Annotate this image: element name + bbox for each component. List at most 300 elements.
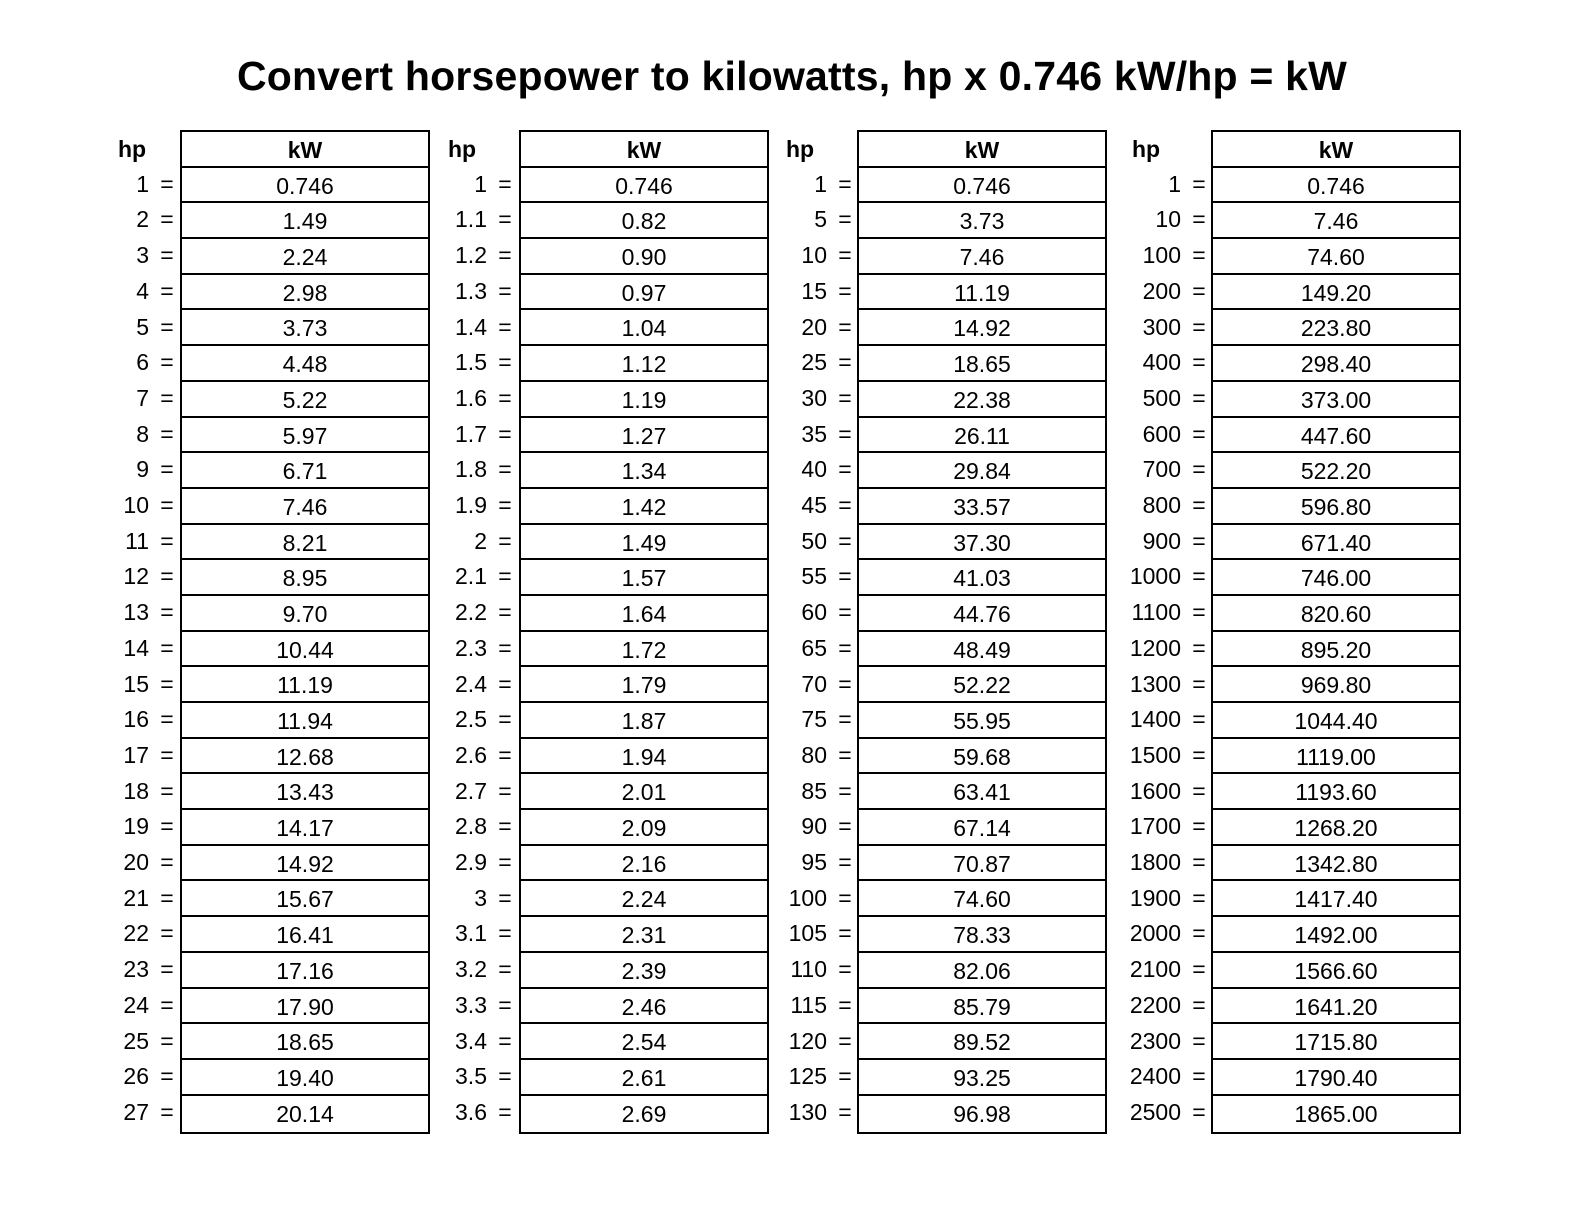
equals-sign: =: [838, 1027, 852, 1054]
kw-header: kW: [1213, 132, 1459, 168]
equals-sign: =: [498, 706, 512, 733]
equals-sign: =: [160, 349, 174, 376]
equals-sign: =: [1192, 527, 1206, 554]
equals-sign: =: [498, 920, 512, 947]
kw-value: 298.40: [1213, 346, 1459, 382]
kw-value: 9.70: [182, 596, 428, 632]
hp-value: 100: [1142, 242, 1181, 269]
hp-row: [446, 380, 516, 416]
equals-sign: =: [498, 420, 512, 447]
hp-value: 25: [123, 1027, 149, 1054]
equals-sign: =: [1192, 420, 1206, 447]
equals-sign: =: [838, 349, 852, 376]
equals-sign: =: [498, 777, 512, 804]
kw-value: 447.60: [1213, 418, 1459, 454]
kw-value: 18.65: [859, 346, 1105, 382]
hp-row: [780, 737, 856, 773]
equals-sign: =: [1192, 884, 1206, 911]
hp-value: 2.4: [455, 670, 487, 697]
hp-header: hp: [118, 136, 147, 162]
kw-value: 0.82: [521, 203, 767, 239]
hp-value: 2300: [1129, 1027, 1181, 1054]
hp-row: [118, 951, 178, 987]
kw-value: 3.73: [859, 203, 1105, 239]
equals-sign: =: [1192, 634, 1206, 661]
hp-value: 27: [123, 1098, 149, 1125]
equals-sign: =: [1192, 1098, 1206, 1125]
hp-row: [780, 630, 856, 666]
equals-sign: =: [838, 170, 852, 197]
kw-value: 59.68: [859, 739, 1105, 775]
hp-value: 1800: [1129, 849, 1181, 875]
kw-value: 1.64: [521, 596, 767, 632]
kw-value: 8.95: [182, 560, 428, 596]
hp-row: [118, 237, 178, 273]
equals-sign: =: [160, 634, 174, 661]
equals-sign: =: [838, 206, 852, 233]
hp-value: 2.9: [455, 849, 487, 875]
hp-row: [1118, 309, 1210, 345]
kw-header: kW: [859, 132, 1105, 168]
hp-value: 1400: [1129, 706, 1181, 733]
hp-row: [446, 1094, 516, 1130]
hp-row: [118, 558, 178, 594]
kw-value: 96.98: [953, 1100, 1011, 1127]
hp-value: 300: [1142, 313, 1181, 340]
hp-row: [1118, 880, 1210, 916]
hp-row: [118, 1094, 178, 1130]
hp-value: 1900: [1129, 884, 1181, 911]
hp-value: 18: [123, 777, 149, 804]
hp-row: [1118, 201, 1210, 237]
hp-value: 1: [1168, 170, 1181, 197]
kw-value: 1865.00: [1294, 1100, 1378, 1127]
equals-sign: =: [838, 884, 852, 911]
hp-row: [780, 558, 856, 594]
equals-sign: =: [838, 599, 852, 626]
kw-value: 1.19: [521, 382, 767, 418]
equals-sign: =: [838, 277, 852, 304]
hp-row: [118, 737, 178, 773]
equals-sign: =: [838, 634, 852, 661]
hp-value: 125: [788, 1063, 827, 1090]
hp-row: [118, 166, 178, 202]
hp-value: 50: [801, 527, 827, 554]
kw-value: 373.00: [1213, 382, 1459, 418]
hp-row: [1118, 273, 1210, 309]
hp-value: 2.3: [455, 634, 487, 661]
hp-row: [1118, 773, 1210, 809]
hp-value: 13: [123, 599, 149, 626]
kw-value: 1.49: [182, 203, 428, 239]
hp-row: [780, 309, 856, 345]
kw-value: 522.20: [1213, 453, 1459, 489]
equals-sign: =: [498, 956, 512, 983]
hp-row: [1118, 558, 1210, 594]
equals-sign: =: [498, 1027, 512, 1054]
hp-row: [118, 416, 178, 452]
kw-column: [857, 130, 1107, 1134]
kw-value: 0.97: [521, 275, 767, 311]
hp-row: [118, 666, 178, 702]
equals-sign: =: [838, 1063, 852, 1090]
equals-sign: =: [160, 527, 174, 554]
kw-value: 895.20: [1213, 632, 1459, 668]
hp-row: [446, 808, 516, 844]
hp-row: [118, 451, 178, 487]
kw-value: 89.52: [859, 1024, 1105, 1060]
hp-value: 1100: [1131, 599, 1181, 626]
hp-value: 1: [814, 170, 827, 197]
kw-value: 6.71: [182, 453, 428, 489]
kw-column: [1211, 130, 1461, 1134]
hp-value: 20: [801, 313, 827, 340]
kw-value: 29.84: [859, 453, 1105, 489]
equals-sign: =: [498, 527, 512, 554]
kw-value: 596.80: [1213, 489, 1459, 525]
hp-value: 19: [123, 813, 149, 840]
hp-header: hp: [448, 136, 477, 162]
kw-value: 14.92: [182, 846, 428, 882]
hp-value: 2.5: [455, 706, 487, 733]
hp-value: 60: [801, 599, 827, 626]
hp-value: 1.4: [455, 313, 487, 340]
equals-sign: =: [160, 706, 174, 733]
hp-value: 25: [801, 349, 827, 376]
hp-value: 85: [801, 777, 827, 804]
kw-value: 1417.40: [1213, 881, 1459, 917]
hp-value: 2100: [1129, 956, 1181, 983]
kw-value: 74.60: [1213, 239, 1459, 275]
hp-value: 14: [123, 634, 149, 661]
equals-sign: =: [160, 1027, 174, 1054]
hp-row: [780, 1023, 856, 1059]
hp-value: 1: [136, 170, 149, 197]
kw-value: 1566.60: [1213, 953, 1459, 989]
hp-value: 7: [136, 384, 149, 411]
equals-sign: =: [838, 313, 852, 340]
hp-row: [446, 237, 516, 273]
kw-value: 2.24: [521, 881, 767, 917]
hp-value: 110: [790, 956, 827, 983]
equals-sign: =: [160, 599, 174, 626]
hp-row: [1118, 380, 1210, 416]
hp-row: [780, 844, 856, 880]
hp-value: 12: [123, 563, 149, 590]
hp-value: 500: [1142, 384, 1181, 411]
hp-header: hp: [786, 136, 815, 162]
equals-sign: =: [1192, 349, 1206, 376]
hp-value: 3.2: [455, 956, 487, 983]
hp-row: [780, 201, 856, 237]
hp-value: 900: [1142, 527, 1181, 554]
equals-sign: =: [160, 670, 174, 697]
equals-sign: =: [498, 563, 512, 590]
hp-value: 1.8: [455, 456, 487, 483]
equals-sign: =: [160, 991, 174, 1018]
hp-row: [780, 594, 856, 630]
hp-row: [780, 237, 856, 273]
hp-row: [1118, 1023, 1210, 1059]
kw-value: 12.68: [182, 739, 428, 775]
kw-value: 2.24: [182, 239, 428, 275]
equals-sign: =: [1192, 599, 1206, 626]
kw-value: 1.12: [521, 346, 767, 382]
hp-value: 2200: [1129, 991, 1181, 1018]
equals-sign: =: [838, 492, 852, 518]
hp-value: 1.5: [455, 349, 487, 376]
kw-value: 820.60: [1213, 596, 1459, 632]
kw-value: 85.79: [859, 989, 1105, 1025]
hp-row: [780, 416, 856, 452]
hp-value: 2000: [1129, 920, 1181, 947]
hp-row: [1118, 237, 1210, 273]
hp-value: 3.1: [455, 920, 487, 947]
kw-value: 1.94: [521, 739, 767, 775]
kw-value: 1.04: [521, 310, 767, 346]
kw-column: [180, 130, 430, 1134]
equals-sign: =: [838, 242, 852, 269]
hp-value: 4: [136, 277, 149, 304]
equals-sign: =: [1192, 313, 1206, 340]
hp-value: 1300: [1129, 670, 1181, 697]
equals-sign: =: [160, 313, 174, 340]
equals-sign: =: [1192, 384, 1206, 411]
hp-value: 1500: [1129, 741, 1181, 768]
equals-sign: =: [160, 884, 174, 911]
kw-value: 7.46: [1213, 203, 1459, 239]
hp-row: [446, 594, 516, 630]
equals-sign: =: [160, 170, 174, 197]
hp-value: 2.1: [455, 563, 487, 590]
hp-value: 3.5: [455, 1063, 487, 1090]
equals-sign: =: [838, 527, 852, 554]
equals-sign: =: [160, 813, 174, 840]
hp-value: 700: [1142, 456, 1181, 483]
kw-value: 2.01: [521, 774, 767, 810]
kw-value: 1.87: [521, 703, 767, 739]
hp-row: [1118, 630, 1210, 666]
hp-row: [446, 630, 516, 666]
kw-value: 13.43: [182, 774, 428, 810]
hp-value: 1.2: [455, 242, 487, 269]
hp-value: 120: [788, 1027, 827, 1054]
hp-value: 21: [123, 884, 149, 911]
hp-value: 3.6: [455, 1098, 487, 1125]
hp-value: 15: [123, 670, 149, 697]
equals-sign: =: [838, 849, 852, 875]
equals-sign: =: [1192, 706, 1206, 733]
kw-value: 41.03: [859, 560, 1105, 596]
hp-value: 45: [801, 492, 827, 518]
hp-row: [1118, 737, 1210, 773]
hp-value: 2500: [1129, 1098, 1181, 1125]
hp-value: 15: [801, 277, 827, 304]
kw-value: 0.746: [182, 168, 428, 204]
kw-value: 5.97: [182, 418, 428, 454]
equals-sign: =: [1192, 170, 1206, 197]
kw-value: 17.90: [182, 989, 428, 1025]
equals-sign: =: [838, 1098, 852, 1125]
kw-value: 22.38: [859, 382, 1105, 418]
kw-value: 44.76: [859, 596, 1105, 632]
hp-row: [446, 844, 516, 880]
hp-value: 55: [801, 563, 827, 590]
hp-row: [1118, 487, 1210, 523]
hp-row: [780, 451, 856, 487]
kw-value: 14.17: [182, 810, 428, 846]
hp-value: 9: [136, 456, 149, 483]
hp-row: [118, 630, 178, 666]
hp-value: 80: [801, 741, 827, 768]
hp-row: [118, 523, 178, 559]
hp-row: [1118, 701, 1210, 737]
equals-sign: =: [160, 563, 174, 590]
hp-row: [446, 666, 516, 702]
hp-value: 17: [123, 741, 149, 768]
equals-sign: =: [838, 670, 852, 697]
equals-sign: =: [1192, 956, 1206, 983]
equals-sign: =: [1192, 242, 1206, 269]
kw-header: kW: [182, 132, 428, 168]
hp-row: [780, 915, 856, 951]
equals-sign: =: [1192, 206, 1206, 233]
equals-sign: =: [498, 492, 512, 518]
hp-value: 115: [790, 991, 827, 1018]
hp-row: [780, 987, 856, 1023]
hp-row: [118, 594, 178, 630]
kw-value: 1.72: [521, 632, 767, 668]
hp-value: 8: [136, 420, 149, 447]
kw-value: 0.746: [1213, 168, 1459, 204]
kw-value: 2.54: [521, 1024, 767, 1060]
hp-value: 24: [123, 991, 149, 1018]
hp-value: 1600: [1129, 777, 1181, 804]
equals-sign: =: [160, 384, 174, 411]
hp-row: [118, 915, 178, 951]
equals-sign: =: [838, 813, 852, 840]
hp-row: [1118, 416, 1210, 452]
hp-value: 1700: [1129, 813, 1181, 840]
kw-value: 33.57: [859, 489, 1105, 525]
hp-row: [446, 523, 516, 559]
hp-row: [446, 987, 516, 1023]
kw-value: 1.49: [521, 525, 767, 561]
hp-value: 1.7: [455, 420, 487, 447]
equals-sign: =: [1192, 456, 1206, 483]
hp-value: 5: [814, 206, 827, 233]
hp-value: 2.2: [455, 599, 487, 626]
hp-value: 400: [1142, 349, 1181, 376]
kw-value: 2.61: [521, 1060, 767, 1096]
kw-value: 3.73: [182, 310, 428, 346]
hp-value: 40: [801, 456, 827, 483]
kw-value: 82.06: [859, 953, 1105, 989]
kw-value: 2.09: [521, 810, 767, 846]
kw-value: 4.48: [182, 346, 428, 382]
hp-row: [446, 273, 516, 309]
equals-sign: =: [1192, 670, 1206, 697]
equals-sign: =: [838, 741, 852, 768]
kw-value: 2.39: [521, 953, 767, 989]
kw-value: 1641.20: [1213, 989, 1459, 1025]
hp-row: [780, 1094, 856, 1130]
hp-value: 2.8: [455, 813, 487, 840]
hp-row: [118, 844, 178, 880]
hp-value: 5: [136, 313, 149, 340]
equals-sign: =: [498, 1098, 512, 1125]
kw-value: 1.57: [521, 560, 767, 596]
hp-value: 22: [123, 920, 149, 947]
hp-value: 3.3: [455, 991, 487, 1018]
hp-value: 1000: [1129, 563, 1181, 590]
kw-value: 2.46: [521, 989, 767, 1025]
kw-value: 14.92: [859, 310, 1105, 346]
equals-sign: =: [1192, 777, 1206, 804]
hp-value: 2: [136, 206, 149, 233]
hp-row: [780, 344, 856, 380]
kw-value: 16.41: [182, 917, 428, 953]
kw-value: 19.40: [182, 1060, 428, 1096]
hp-row: [1118, 808, 1210, 844]
hp-value: 26: [123, 1063, 149, 1090]
hp-value: 130: [788, 1098, 827, 1125]
kw-value: 93.25: [859, 1060, 1105, 1096]
kw-value: 2.98: [182, 275, 428, 311]
hp-value: 3.4: [455, 1027, 487, 1054]
kw-value: 223.80: [1213, 310, 1459, 346]
equals-sign: =: [838, 956, 852, 983]
hp-row: [1118, 594, 1210, 630]
equals-sign: =: [160, 741, 174, 768]
hp-value: 75: [801, 706, 827, 733]
equals-sign: =: [498, 277, 512, 304]
hp-row: [1118, 915, 1210, 951]
equals-sign: =: [1192, 277, 1206, 304]
hp-value: 2.7: [455, 777, 487, 804]
hp-row: [446, 737, 516, 773]
hp-row: [780, 666, 856, 702]
kw-value: 1.27: [521, 418, 767, 454]
kw-value: 26.11: [859, 418, 1105, 454]
hp-row: [118, 380, 178, 416]
kw-value: 74.60: [859, 881, 1105, 917]
hp-row: [118, 1023, 178, 1059]
kw-value: 48.49: [859, 632, 1105, 668]
hp-value: 35: [801, 420, 827, 447]
equals-sign: =: [1192, 1063, 1206, 1090]
kw-value: 1268.20: [1213, 810, 1459, 846]
hp-value: 1.1: [455, 206, 487, 233]
hp-row: [1118, 987, 1210, 1023]
hp-row: [1118, 166, 1210, 202]
hp-row: [780, 523, 856, 559]
hp-row: [446, 1023, 516, 1059]
kw-value: 0.90: [521, 239, 767, 275]
hp-value: 70: [801, 670, 827, 697]
kw-value: 78.33: [859, 917, 1105, 953]
equals-sign: =: [1192, 920, 1206, 947]
kw-value: 0.746: [521, 168, 767, 204]
hp-header: hp: [1132, 136, 1161, 162]
hp-row: [446, 487, 516, 523]
kw-value: 1790.40: [1213, 1060, 1459, 1096]
kw-value: 37.30: [859, 525, 1105, 561]
equals-sign: =: [498, 884, 512, 911]
kw-value: 149.20: [1213, 275, 1459, 311]
kw-value: 1193.60: [1213, 774, 1459, 810]
equals-sign: =: [1192, 563, 1206, 590]
